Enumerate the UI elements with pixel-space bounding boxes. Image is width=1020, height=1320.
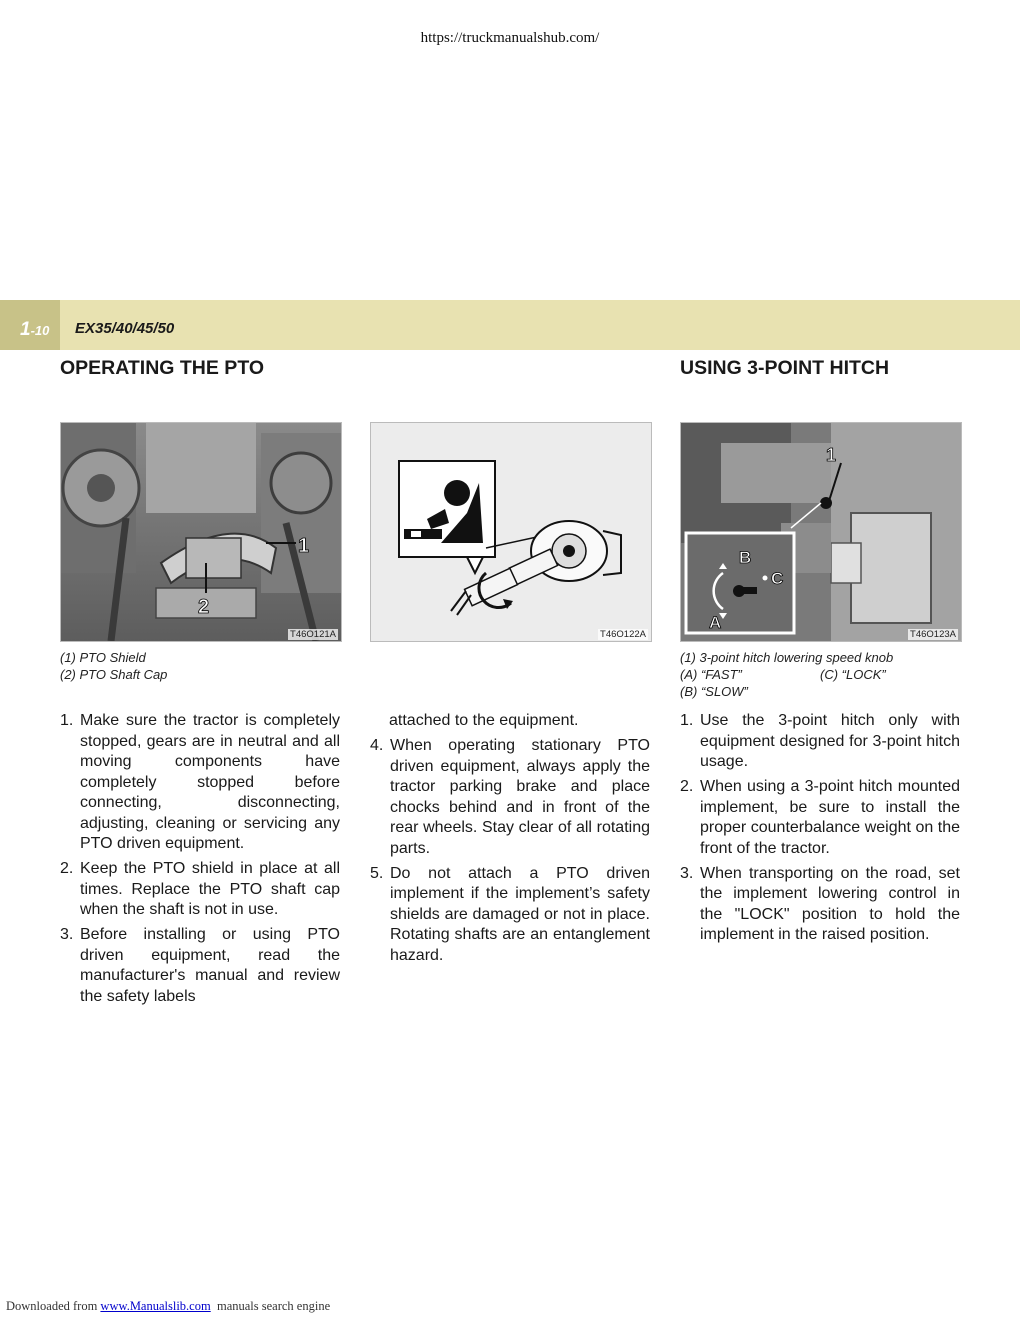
hitch-figure-caption xyxy=(680,649,960,700)
download-footer xyxy=(6,1299,330,1314)
hitch-knob-photo xyxy=(680,422,962,642)
caption-line: (B) “SLOW” xyxy=(680,684,748,699)
footer-prefix: Downloaded from xyxy=(6,1299,101,1313)
footer-suffix: manuals search engine xyxy=(210,1299,331,1313)
list-item: 5. Do not attach a PTO driven implement if the implement’s safety shields are damaged or not in place. Rotating shafts are an entanglement hazard. xyxy=(370,864,650,964)
list-continuation: attached to the equipment. xyxy=(389,712,579,729)
list-item: 4. When operating stationary PTO driven equipment, always apply the tractor parking brake and place chocks behind and in front of the rear wheels. Stay clear of all rotating parts. xyxy=(370,737,650,857)
caption-line: (2) PTO Shaft Cap xyxy=(60,667,168,682)
model-name: EX35/40/45/50 xyxy=(75,320,175,337)
callout-2: 2 xyxy=(198,596,210,618)
list-item: 3. When transporting on the road, set the implement lowering control in the "LOCK" position to hold the implement in the raised position. xyxy=(680,864,960,943)
list-item: 1. Use the 3-point hitch only with equipment designed for 3-point hitch usage. xyxy=(680,712,960,770)
callout-c: C xyxy=(771,569,784,588)
list-item: 3. Before installing or using PTO driven equipment, read the manufacturer's manual and review the safety labels xyxy=(60,926,340,1005)
callout-a: A xyxy=(709,613,722,632)
page-number: 1-10 xyxy=(20,319,50,340)
manualslib-link[interactable]: www.Manualslib.com xyxy=(100,1299,211,1313)
callout-1: 1 xyxy=(826,445,837,465)
callout-1: 1 xyxy=(298,535,310,557)
pto-figure-caption xyxy=(60,649,167,683)
list-item: 2. When using a 3-point hitch mounted implement, be sure to install the proper counterbalance weight on the front of the tractor. xyxy=(680,778,960,857)
pto-instructions-list xyxy=(60,711,340,1012)
hitch-instructions-list xyxy=(680,711,960,950)
figure-code: T46O123A xyxy=(910,629,956,640)
section-title-hitch: USING 3-POINT HITCH xyxy=(680,357,890,379)
section-title-pto: OPERATING THE PTO xyxy=(60,357,265,379)
source-url: https://truckmanualshub.com/ xyxy=(420,30,600,46)
caption-line: (C) “LOCK” xyxy=(820,667,886,682)
pto-shield-photo xyxy=(60,422,342,642)
caption-line: (1) 3-point hitch lowering speed knob xyxy=(680,650,894,665)
callout-b: B xyxy=(739,548,752,567)
list-item: 2. Keep the PTO shield in place at all times. Replace the PTO shaft cap when the shaft is not in use. xyxy=(60,860,340,918)
pto-warning-illustration xyxy=(370,422,652,642)
figure-code: T46O122A xyxy=(600,629,646,640)
pto-instructions-list-continued xyxy=(370,736,650,971)
caption-line: (A) “FAST” xyxy=(680,667,742,682)
figure-code: T46O121A xyxy=(290,629,336,640)
list-item: 1. Make sure the tractor is completely stopped, gears are in neutral and all moving components have completely stopped before connecting, disconnecting, adjusting, cleaning or servicing any PTO driven equipment. xyxy=(60,712,340,852)
page-header-band xyxy=(0,300,1020,350)
caption-line: (1) PTO Shield xyxy=(60,650,146,665)
